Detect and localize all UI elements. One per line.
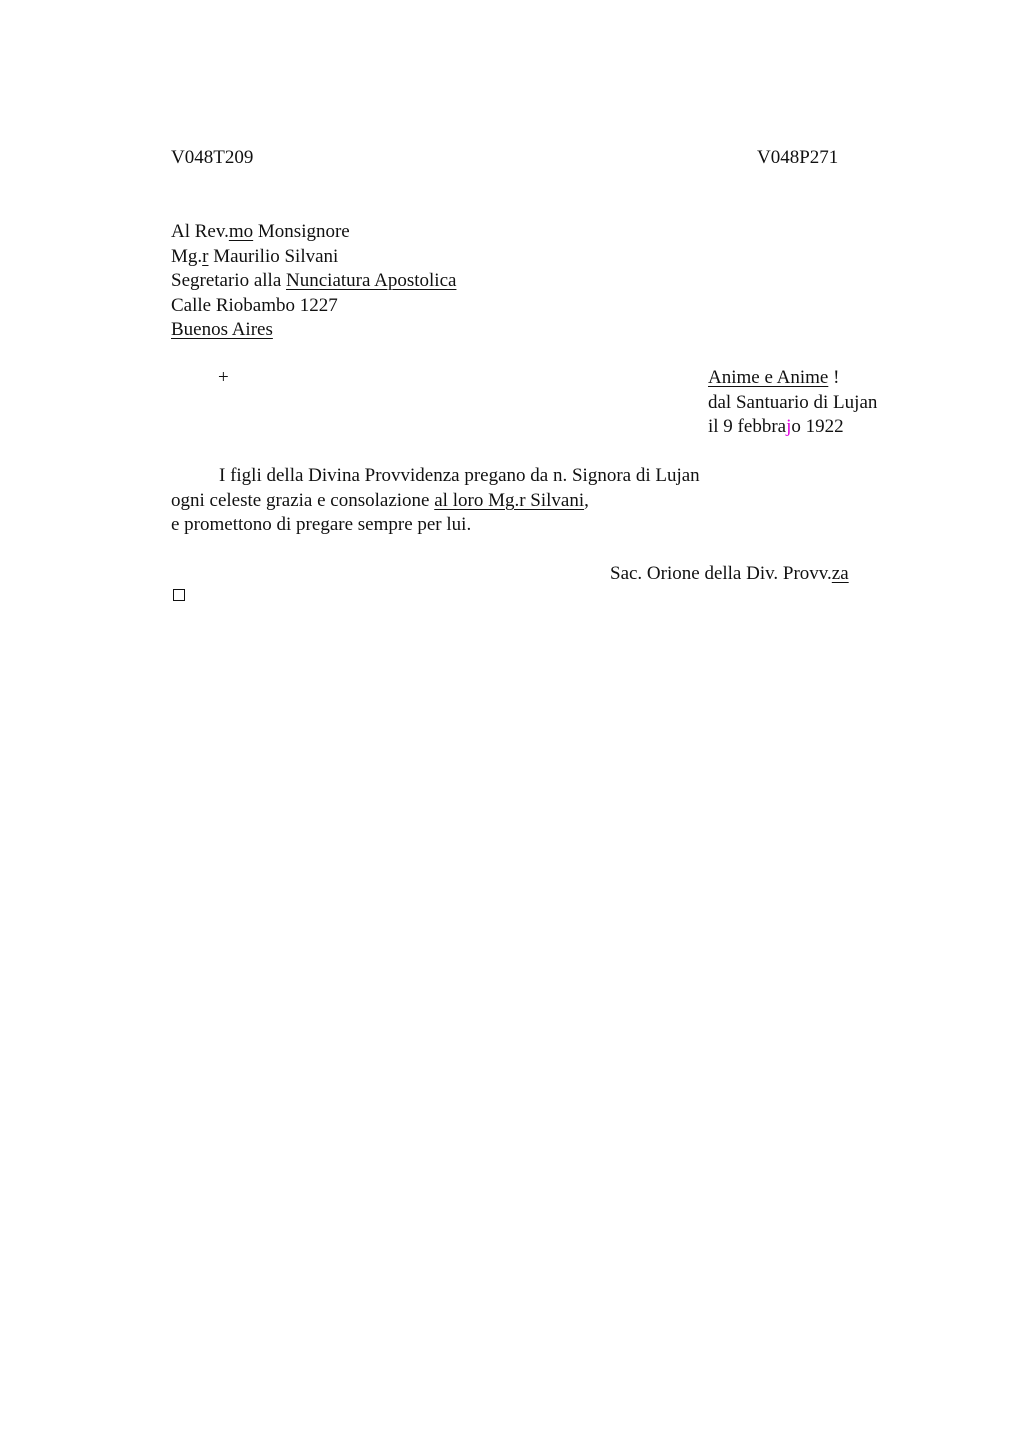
signature-text: Sac. Orione della Div. Provv. — [610, 563, 832, 584]
document-code-left: V048T209 — [171, 147, 254, 168]
motto-line — [708, 366, 877, 391]
body-line-1: I figli della Divina Provvidenza pregano da n. Signora di Lujan — [219, 465, 700, 486]
checkbox-square-icon — [173, 589, 185, 601]
body-line-2-underlined: al loro Mg.r Silvani — [434, 489, 585, 511]
address-line-1 — [171, 220, 456, 245]
body-line-2-comma: , — [584, 489, 589, 511]
address-line-5 — [171, 318, 456, 343]
motto-underlined: Anime e Anime — [708, 367, 829, 388]
date-text-end: o 1922 — [791, 416, 844, 437]
body-line-2-text: ogni celeste grazia e consolazione — [171, 489, 435, 511]
address-line-3 — [171, 269, 456, 294]
address-line-4: Calle Riobambo 1227 — [171, 294, 338, 316]
address-line-2-text: Mg. — [171, 245, 203, 267]
date-text-start: il 9 febbra — [708, 416, 787, 437]
address-line-5-underlined: Buenos Aires — [171, 319, 273, 340]
letter-body — [171, 464, 700, 538]
address-line-1-underlined: mo — [228, 221, 254, 242]
address-line-1-text: Al Rev. — [171, 221, 229, 242]
address-line-2 — [171, 245, 456, 270]
motto-block — [708, 366, 877, 440]
address-line-2-text-end: Maurilio Silvani — [208, 245, 339, 267]
signature-underlined: za — [831, 563, 849, 584]
motto-exclamation: ! — [828, 367, 840, 388]
body-line-2 — [171, 489, 700, 514]
place-line: dal Santuario di Lujan — [708, 391, 878, 413]
address-line-3-underlined: Nunciatura Apostolica — [286, 270, 457, 291]
address-line-3-text: Segretario alla — [171, 270, 287, 291]
date-line — [708, 415, 877, 440]
cross-symbol: + — [218, 367, 229, 388]
signature — [610, 562, 849, 586]
address-line-1-text-end: Monsignore — [253, 221, 350, 242]
body-line-3: e promettono di pregare sempre per lui. — [171, 514, 472, 535]
address-line-2-underlined: r — [202, 245, 209, 267]
date-highlighted-letter: j — [786, 416, 792, 437]
document-code-right: V048P271 — [757, 147, 839, 168]
address-block — [171, 220, 456, 343]
